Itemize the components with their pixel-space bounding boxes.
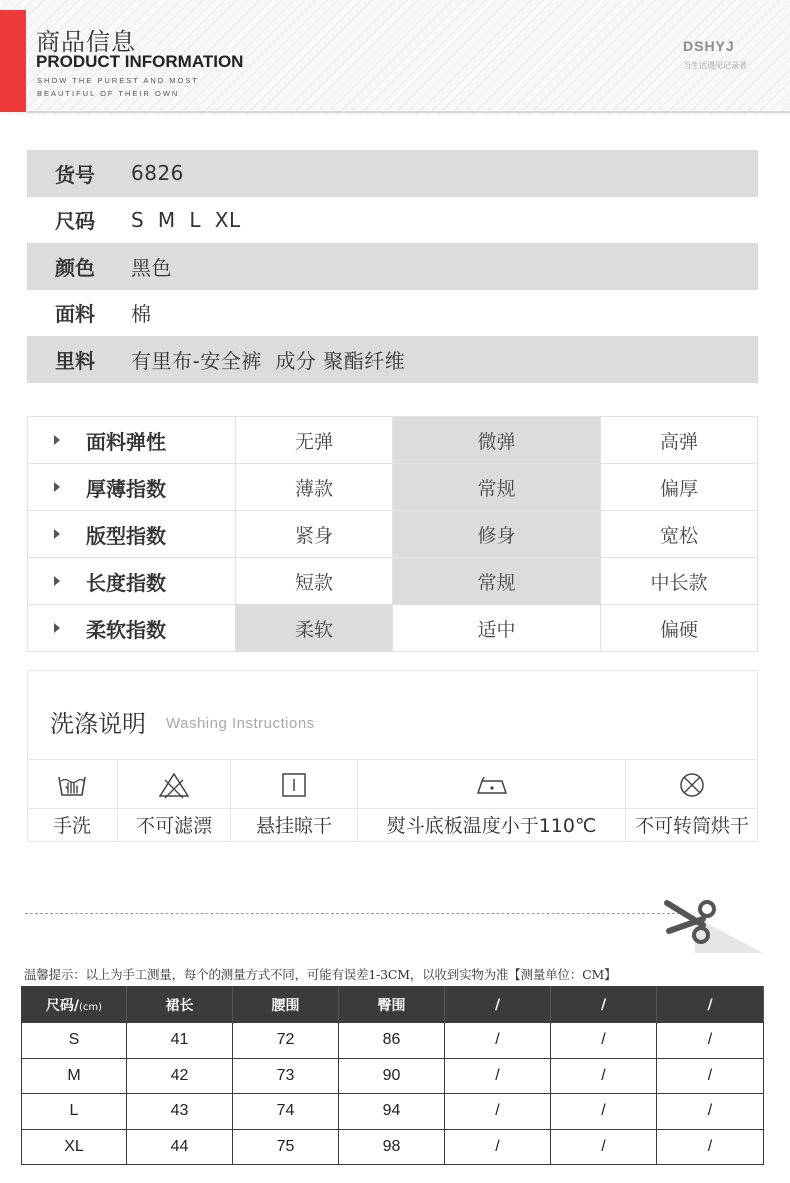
info-row-fabric bbox=[27, 290, 758, 337]
wash-label: 不可滤漂 bbox=[118, 808, 230, 844]
size-cell: / bbox=[445, 1129, 551, 1165]
size-cell: / bbox=[445, 1094, 551, 1130]
header-title-cn: 商品信息 bbox=[36, 28, 136, 56]
size-cell: / bbox=[551, 1094, 657, 1130]
size-cell: / bbox=[445, 1058, 551, 1094]
index-option: 短款 bbox=[236, 558, 393, 605]
size-cell: 86 bbox=[339, 1023, 445, 1059]
index-option-selected: 柔软 bbox=[236, 605, 393, 652]
hand-wash-icon bbox=[27, 770, 117, 800]
iron-icon bbox=[358, 770, 625, 800]
index-row bbox=[28, 511, 758, 558]
wash-grid bbox=[27, 759, 758, 843]
wash-item-no-tumble-dry bbox=[626, 760, 758, 843]
size-cell: / bbox=[657, 1023, 764, 1059]
info-row-lining bbox=[27, 336, 758, 383]
size-cell: 41 bbox=[127, 1023, 233, 1059]
size-row bbox=[22, 1129, 764, 1165]
index-option-selected: 修身 bbox=[393, 511, 601, 558]
index-option: 偏硬 bbox=[601, 605, 758, 652]
size-cell: 42 bbox=[127, 1058, 233, 1094]
caret-right-icon bbox=[54, 529, 60, 539]
index-label: 柔软指数 bbox=[28, 605, 236, 652]
hang-dry-icon bbox=[231, 770, 357, 800]
size-cell: S bbox=[22, 1023, 127, 1059]
info-label: 面料 bbox=[55, 302, 95, 327]
wash-label: 手洗 bbox=[27, 808, 117, 844]
info-value: 有里布-安全裤 成分 聚酯纤维 bbox=[131, 348, 406, 373]
no-tumble-dry-icon bbox=[626, 770, 758, 800]
wash-title: 洗涤说明 bbox=[50, 710, 146, 738]
size-cell: / bbox=[657, 1094, 764, 1130]
wash-label: 不可转筒烘干 bbox=[626, 808, 758, 844]
header-title-en: PRODUCT INFORMATION bbox=[36, 52, 244, 71]
size-cell: 98 bbox=[339, 1129, 445, 1165]
index-label: 长度指数 bbox=[28, 558, 236, 605]
size-header-cell: 腰围 bbox=[233, 987, 339, 1023]
size-row bbox=[22, 1023, 764, 1059]
index-row bbox=[28, 464, 758, 511]
size-cell: 72 bbox=[233, 1023, 339, 1059]
wash-label: 悬挂晾干 bbox=[231, 808, 357, 844]
index-option: 偏厚 bbox=[601, 464, 758, 511]
info-row-color bbox=[27, 243, 758, 290]
index-row bbox=[28, 417, 758, 464]
caret-right-icon bbox=[54, 482, 60, 492]
info-value: S M L XL bbox=[131, 207, 241, 232]
wash-item-iron bbox=[358, 760, 626, 843]
index-label: 面料弹性 bbox=[28, 417, 236, 464]
info-row-sku bbox=[27, 150, 758, 197]
wash-item-no-bleach bbox=[118, 760, 231, 843]
caret-right-icon bbox=[54, 623, 60, 633]
washing-instructions bbox=[27, 670, 758, 842]
wash-label: 熨斗底板温度小于110℃ bbox=[358, 808, 625, 844]
size-cell: 75 bbox=[233, 1129, 339, 1165]
info-row-size bbox=[27, 197, 758, 244]
size-cell: / bbox=[551, 1129, 657, 1165]
size-header-cell: 尺码/(cm) bbox=[22, 987, 127, 1023]
caret-right-icon bbox=[54, 576, 60, 586]
measure-tip: 温馨提示：以上为手工测量，每个的测量方式不同，可能有误差1-3CM，以收到实物为准【测量单位：CM】 bbox=[24, 967, 617, 982]
no-bleach-icon bbox=[118, 770, 230, 800]
index-option: 紧身 bbox=[236, 511, 393, 558]
size-cell: XL bbox=[22, 1129, 127, 1165]
info-label: 尺码 bbox=[55, 209, 95, 234]
wash-item-hang-dry bbox=[231, 760, 358, 843]
size-cell: 43 bbox=[127, 1094, 233, 1130]
info-label: 颜色 bbox=[55, 255, 95, 280]
size-cell: 44 bbox=[127, 1129, 233, 1165]
header-divider bbox=[26, 111, 790, 113]
size-cell: 74 bbox=[233, 1094, 339, 1130]
size-row bbox=[22, 1094, 764, 1130]
size-header-cell: / bbox=[445, 987, 551, 1023]
index-row bbox=[28, 605, 758, 652]
index-option-selected: 常规 bbox=[393, 464, 601, 511]
index-label: 厚薄指数 bbox=[28, 464, 236, 511]
index-option-selected: 微弹 bbox=[393, 417, 601, 464]
size-cell: 94 bbox=[339, 1094, 445, 1130]
info-value: 6826 bbox=[131, 161, 184, 186]
size-header-cell: 臀围 bbox=[339, 987, 445, 1023]
index-option: 高弹 bbox=[601, 417, 758, 464]
scissors-icon bbox=[655, 895, 765, 957]
size-cell: 90 bbox=[339, 1058, 445, 1094]
wash-title-en: Washing Instructions bbox=[166, 715, 315, 732]
wash-item-hand-wash bbox=[27, 760, 118, 843]
index-option: 无弹 bbox=[236, 417, 393, 464]
size-row bbox=[22, 1058, 764, 1094]
size-cell: / bbox=[551, 1023, 657, 1059]
brand-name: DSHYJ bbox=[683, 38, 735, 54]
caret-right-icon bbox=[54, 435, 60, 445]
header-accent-bar bbox=[0, 10, 26, 112]
info-label: 里料 bbox=[55, 348, 95, 373]
size-cell: / bbox=[551, 1058, 657, 1094]
info-value: 黑色 bbox=[131, 255, 172, 280]
header-tagline-1: SHOW THE PUREST AND MOST bbox=[37, 76, 199, 85]
product-info-table bbox=[27, 150, 758, 383]
size-cell: M bbox=[22, 1058, 127, 1094]
header-tagline-2: BEAUTIFUL OF THEIR OWN bbox=[37, 89, 180, 98]
size-chart-table bbox=[21, 986, 764, 1165]
size-header-row bbox=[22, 987, 764, 1023]
cut-line bbox=[25, 913, 680, 914]
size-cell: L bbox=[22, 1094, 127, 1130]
index-option: 中长款 bbox=[601, 558, 758, 605]
index-label: 版型指数 bbox=[28, 511, 236, 558]
size-cell: / bbox=[657, 1058, 764, 1094]
info-label: 货号 bbox=[55, 162, 95, 187]
index-option: 宽松 bbox=[601, 511, 758, 558]
size-cell: / bbox=[657, 1129, 764, 1165]
product-index-table bbox=[27, 416, 758, 652]
index-row bbox=[28, 558, 758, 605]
brand-slogan: 当生活遇见记录者 bbox=[683, 61, 747, 70]
size-cell: 73 bbox=[233, 1058, 339, 1094]
product-info-header bbox=[0, 0, 790, 115]
index-option-selected: 常规 bbox=[393, 558, 601, 605]
index-option: 适中 bbox=[393, 605, 601, 652]
info-value: 棉 bbox=[131, 302, 152, 327]
size-cell: / bbox=[445, 1023, 551, 1059]
size-header-cell: 裙长 bbox=[127, 987, 233, 1023]
index-option: 薄款 bbox=[236, 464, 393, 511]
size-header-cell: / bbox=[657, 987, 764, 1023]
size-header-cell: / bbox=[551, 987, 657, 1023]
